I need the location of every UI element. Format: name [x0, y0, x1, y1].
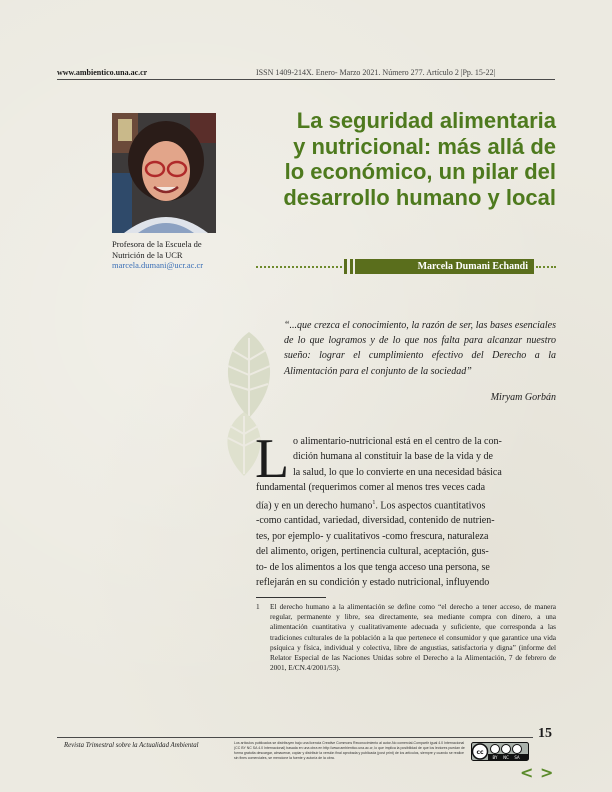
- cc-label: NC: [503, 755, 509, 760]
- previous-page-button[interactable]: <: [520, 763, 534, 782]
- dotted-divider: [256, 266, 342, 268]
- body-line: tes, por ejemplo- y cualitativos -como frescura, naturaleza: [256, 530, 489, 542]
- dotted-divider: [536, 266, 556, 268]
- author-email-link[interactable]: marcela.dumani@ucr.ac.cr: [112, 260, 204, 270]
- drop-cap: L: [255, 428, 290, 490]
- body-line: to- de los alimentos a los que tenga acceso una persona, se: [256, 561, 490, 573]
- page-number: 15: [538, 726, 552, 741]
- license-text: Los artículos publicados se distribuyen bajo una licencia Creative Commons Reconocimiento al autor-No comercial-Compartir igual 4.0 Internacional (CC BY NC SA 4.0 Internacional) basada en una obra en http://www.ambientico.una.ac.cr, lo que implica la posibilidad de que los lectores puedan de forma gratuita descargar, almacenar, copiar y distribuir la versión final aprobada y publicada (post print) de los artículos, siempre y cuando se realice sin fines comerciales, se mencione la fuente y autoría de la obra.: [234, 741, 465, 760]
- title-line: lo económico, un pilar del: [284, 159, 556, 184]
- leaf-decoration-icon: [214, 330, 284, 420]
- author-name-banner: Marcela Dumani Echandi: [355, 259, 534, 274]
- cc-label: cc: [476, 749, 484, 756]
- footnote-text: El derecho humano a la alimentación se define como “el derecho a tener acceso, de manera regular, permanente y libre, sea directamente, sea mediante compra con dinero, a una alimentación cuantitativa y cualitativamente adecuada y suficiente, que corresponda a las tradiciones culturales de la población a la que pertenece el consumidor y que garantice una vida psíquica y física, individual y colectiva, libre de angustias, satisfactoria y digna” (informe del Relator Especial de las Naciones Unidas sobre el Derecho a la Alimentación, 7 de febrero de 2001, E/CN.4/2001/53).: [270, 602, 556, 673]
- body-line: [256, 496, 556, 514]
- footnote-number: 1: [256, 602, 260, 611]
- banner-accent: [344, 259, 347, 274]
- cc-label: SA: [514, 755, 520, 760]
- title-line: y nutricional: más allá de: [293, 133, 556, 159]
- author-affiliation: [112, 239, 203, 271]
- body-line: la salud, lo que lo convierte en una necesidad básica: [293, 466, 502, 478]
- body-line: -como cantidad, variedad, diversidad, contenido de nutrien-: [256, 515, 495, 527]
- footnote: [256, 602, 556, 673]
- affiliation-line: Profesora de la Escuela de: [112, 239, 202, 249]
- footer-rule: [57, 737, 533, 738]
- journal-name: Revista Trimestral sobre la Actualidad Ambiental: [64, 742, 199, 749]
- body-line: reflejarán en su condición y estado nutricional, influyendo: [256, 576, 490, 588]
- body-line-text: día) y en un derecho humano: [256, 499, 373, 511]
- next-page-button[interactable]: >: [540, 763, 554, 782]
- issue-info: ISSN 1409-214X. Enero- Marzo 2021. Número 277. Artículo 2 |Pp. 15-22|: [256, 68, 496, 77]
- article-body: [256, 434, 556, 590]
- body-line-text: . Los aspectos cuantitativos: [375, 499, 486, 511]
- body-line: dición humana al constituir la base de la vida y de: [293, 451, 493, 463]
- body-line: del alimento, origen, pertinencia cultural, aceptación, gus-: [256, 546, 489, 558]
- title-line: La seguridad alimentaria: [296, 108, 556, 133]
- author-photo: [112, 113, 216, 233]
- title-line: desarrollo humano y local: [283, 184, 556, 210]
- footnote-rule: [256, 597, 326, 598]
- article-title: [262, 108, 556, 210]
- body-line: fundamental (requerimos comer al menos tres veces cada: [256, 482, 486, 494]
- footnote-reference[interactable]: 1: [372, 499, 376, 506]
- epigraph-author: Miryam Gorbán: [490, 392, 556, 403]
- affiliation-line: Nutrición de la UCR: [112, 249, 183, 260]
- journal-website[interactable]: www.ambientico.una.ac.cr: [57, 68, 148, 77]
- cc-label: BY: [492, 755, 498, 760]
- epigraph-quote: “...que crezca el conocimiento, la razón de ser, las bases esenciales de lo que logramos y de lo que nos falta para alcanzar nuestro sueño: lograr el cumplimiento efectivo del Derecho a la Alimentación para el conjunto de la sociedad”: [284, 320, 556, 377]
- header-rule: [57, 79, 555, 80]
- banner-accent: [350, 259, 353, 274]
- body-line: o alimentario-nutricional está en el centro de la con-: [293, 436, 502, 447]
- creative-commons-badge-icon[interactable]: [471, 742, 529, 761]
